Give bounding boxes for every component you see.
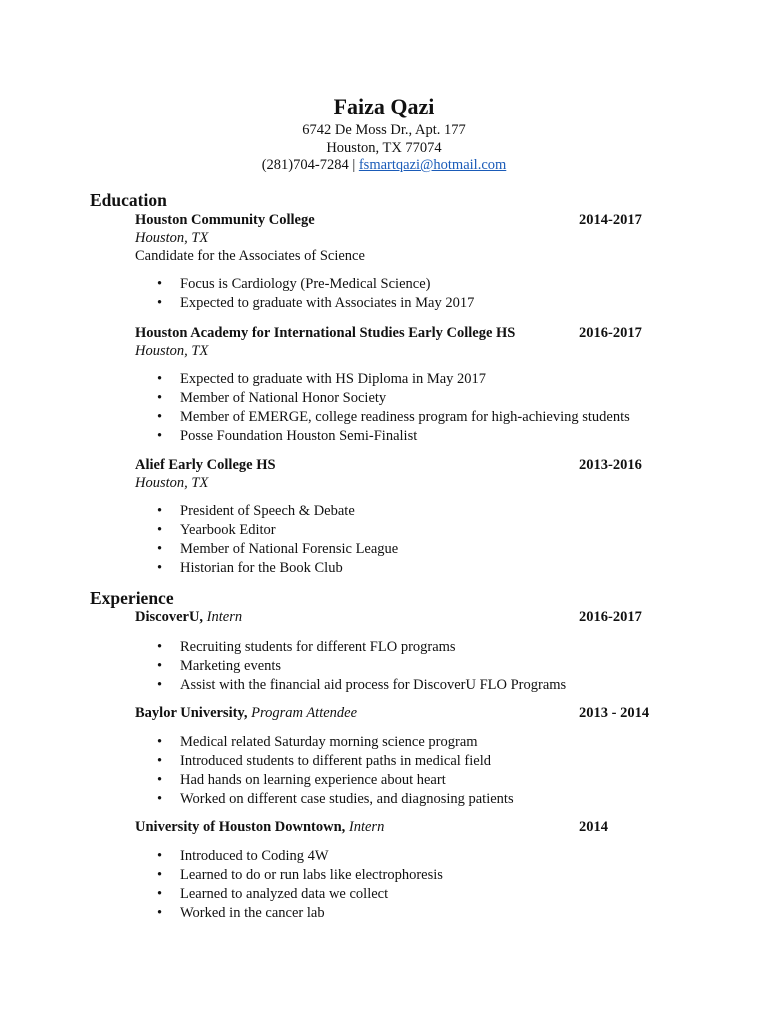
list-item: • Learned to do or run labs like electrophoresis: [157, 867, 443, 883]
list-item: • Marketing events: [157, 658, 282, 674]
contact-line: [0, 157, 768, 175]
bullet-icon: •: [157, 753, 163, 769]
degree-description: Candidate for the Associates of Science: [135, 248, 365, 264]
employer-name: DiscoverU,: [135, 609, 204, 625]
bullet-icon: •: [157, 867, 163, 883]
bullet-icon: •: [157, 772, 163, 788]
bullet-list: [135, 370, 655, 446]
list-item: • Worked in the cancer lab: [157, 905, 325, 921]
job-role: Intern: [348, 819, 385, 835]
bullet-icon: •: [157, 371, 163, 387]
list-item: • Expected to graduate with Associates in May 2017: [157, 295, 475, 311]
experience-entry-uhd: [135, 818, 655, 836]
list-item: • Introduced to Coding 4W: [157, 848, 329, 864]
location: Houston, TX: [135, 343, 209, 359]
bullet-icon: •: [157, 276, 163, 292]
list-item: • Focus is Cardiology (Pre-Medical Science): [157, 276, 431, 292]
date-range: 2014-2017: [579, 212, 642, 228]
institution-name: Houston Academy for International Studies Early College HS: [135, 325, 516, 341]
bullet-icon: •: [157, 295, 163, 311]
bullet-icon: •: [157, 734, 163, 750]
bullet-icon: •: [157, 677, 163, 693]
employer-name: University of Houston Downtown,: [135, 819, 346, 835]
institution-name: Alief Early College HS: [135, 457, 276, 473]
date-range: 2013 - 2014: [579, 705, 650, 721]
employer-name: Baylor University,: [135, 705, 248, 721]
phone-number: (281)704-7284 |: [261, 157, 356, 173]
list-item: • Learned to analyzed data we collect: [157, 886, 389, 902]
applicant-name: Faiza Qazi: [333, 94, 435, 119]
list-item: • Recruiting students for different FLO programs: [157, 639, 456, 655]
bullet-list: [135, 638, 655, 695]
list-item: • Medical related Saturday morning science program: [157, 734, 478, 750]
bullet-icon: •: [157, 409, 163, 425]
bullet-list: [135, 733, 655, 809]
experience-entry-baylor: [135, 704, 655, 722]
street-address: 6742 De Moss Dr., Apt. 177: [302, 122, 466, 138]
bullet-list: [135, 502, 655, 578]
city-state-zip: Houston, TX 77074: [326, 139, 442, 156]
bullet-icon: •: [157, 503, 163, 519]
experience-entry-discoveru: [135, 608, 655, 626]
bullet-icon: •: [157, 560, 163, 576]
bullet-icon: •: [157, 541, 163, 557]
bullet-list: [135, 847, 655, 923]
experience-heading: Experience: [90, 588, 174, 608]
bullet-icon: •: [157, 886, 163, 902]
email-link[interactable]: fsmartqazi@hotmail.com: [358, 157, 507, 173]
bullet-list: [135, 275, 655, 313]
bullet-icon: •: [157, 848, 163, 864]
list-item: • Worked on different case studies, and diagnosing patients: [157, 791, 514, 807]
list-item: • Member of National Forensic League: [157, 541, 399, 557]
bullet-icon: •: [157, 522, 163, 538]
list-item: • Yearbook Editor: [157, 522, 276, 538]
date-range: 2014: [579, 819, 608, 835]
education-entry-haisech: [135, 324, 655, 360]
list-item: • Posse Foundation Houston Semi-Finalist: [157, 428, 418, 444]
date-range: 2016-2017: [579, 325, 642, 341]
bullet-icon: •: [157, 905, 163, 921]
education-entry-hcc: [135, 211, 655, 265]
job-role: Intern: [206, 609, 243, 625]
list-item: • Member of EMERGE, college readiness program for high-achieving students: [157, 409, 630, 425]
education-entry-alief: [135, 456, 655, 492]
education-heading: Education: [90, 190, 167, 210]
resume-header: [0, 92, 768, 175]
list-item: • Had hands on learning experience about heart: [157, 772, 446, 788]
location: Houston, TX: [135, 475, 209, 491]
location: Houston, TX: [135, 230, 209, 246]
list-item: • Expected to graduate with HS Diploma in May 2017: [157, 371, 487, 387]
job-role: Program Attendee: [251, 705, 358, 721]
bullet-icon: •: [157, 390, 163, 406]
list-item: • Member of National Honor Society: [157, 390, 387, 406]
bullet-icon: •: [157, 791, 163, 807]
list-item: • Introduced students to different paths in medical field: [157, 753, 491, 769]
bullet-icon: •: [157, 428, 163, 444]
list-item: • Assist with the financial aid process for DiscoverU FLO Programs: [157, 677, 567, 693]
bullet-icon: •: [157, 639, 163, 655]
date-range: 2013-2016: [579, 457, 642, 473]
list-item: • President of Speech & Debate: [157, 503, 355, 519]
date-range: 2016-2017: [579, 609, 642, 625]
bullet-icon: •: [157, 658, 163, 674]
list-item: • Historian for the Book Club: [157, 560, 343, 576]
institution-name: Houston Community College: [135, 212, 315, 228]
